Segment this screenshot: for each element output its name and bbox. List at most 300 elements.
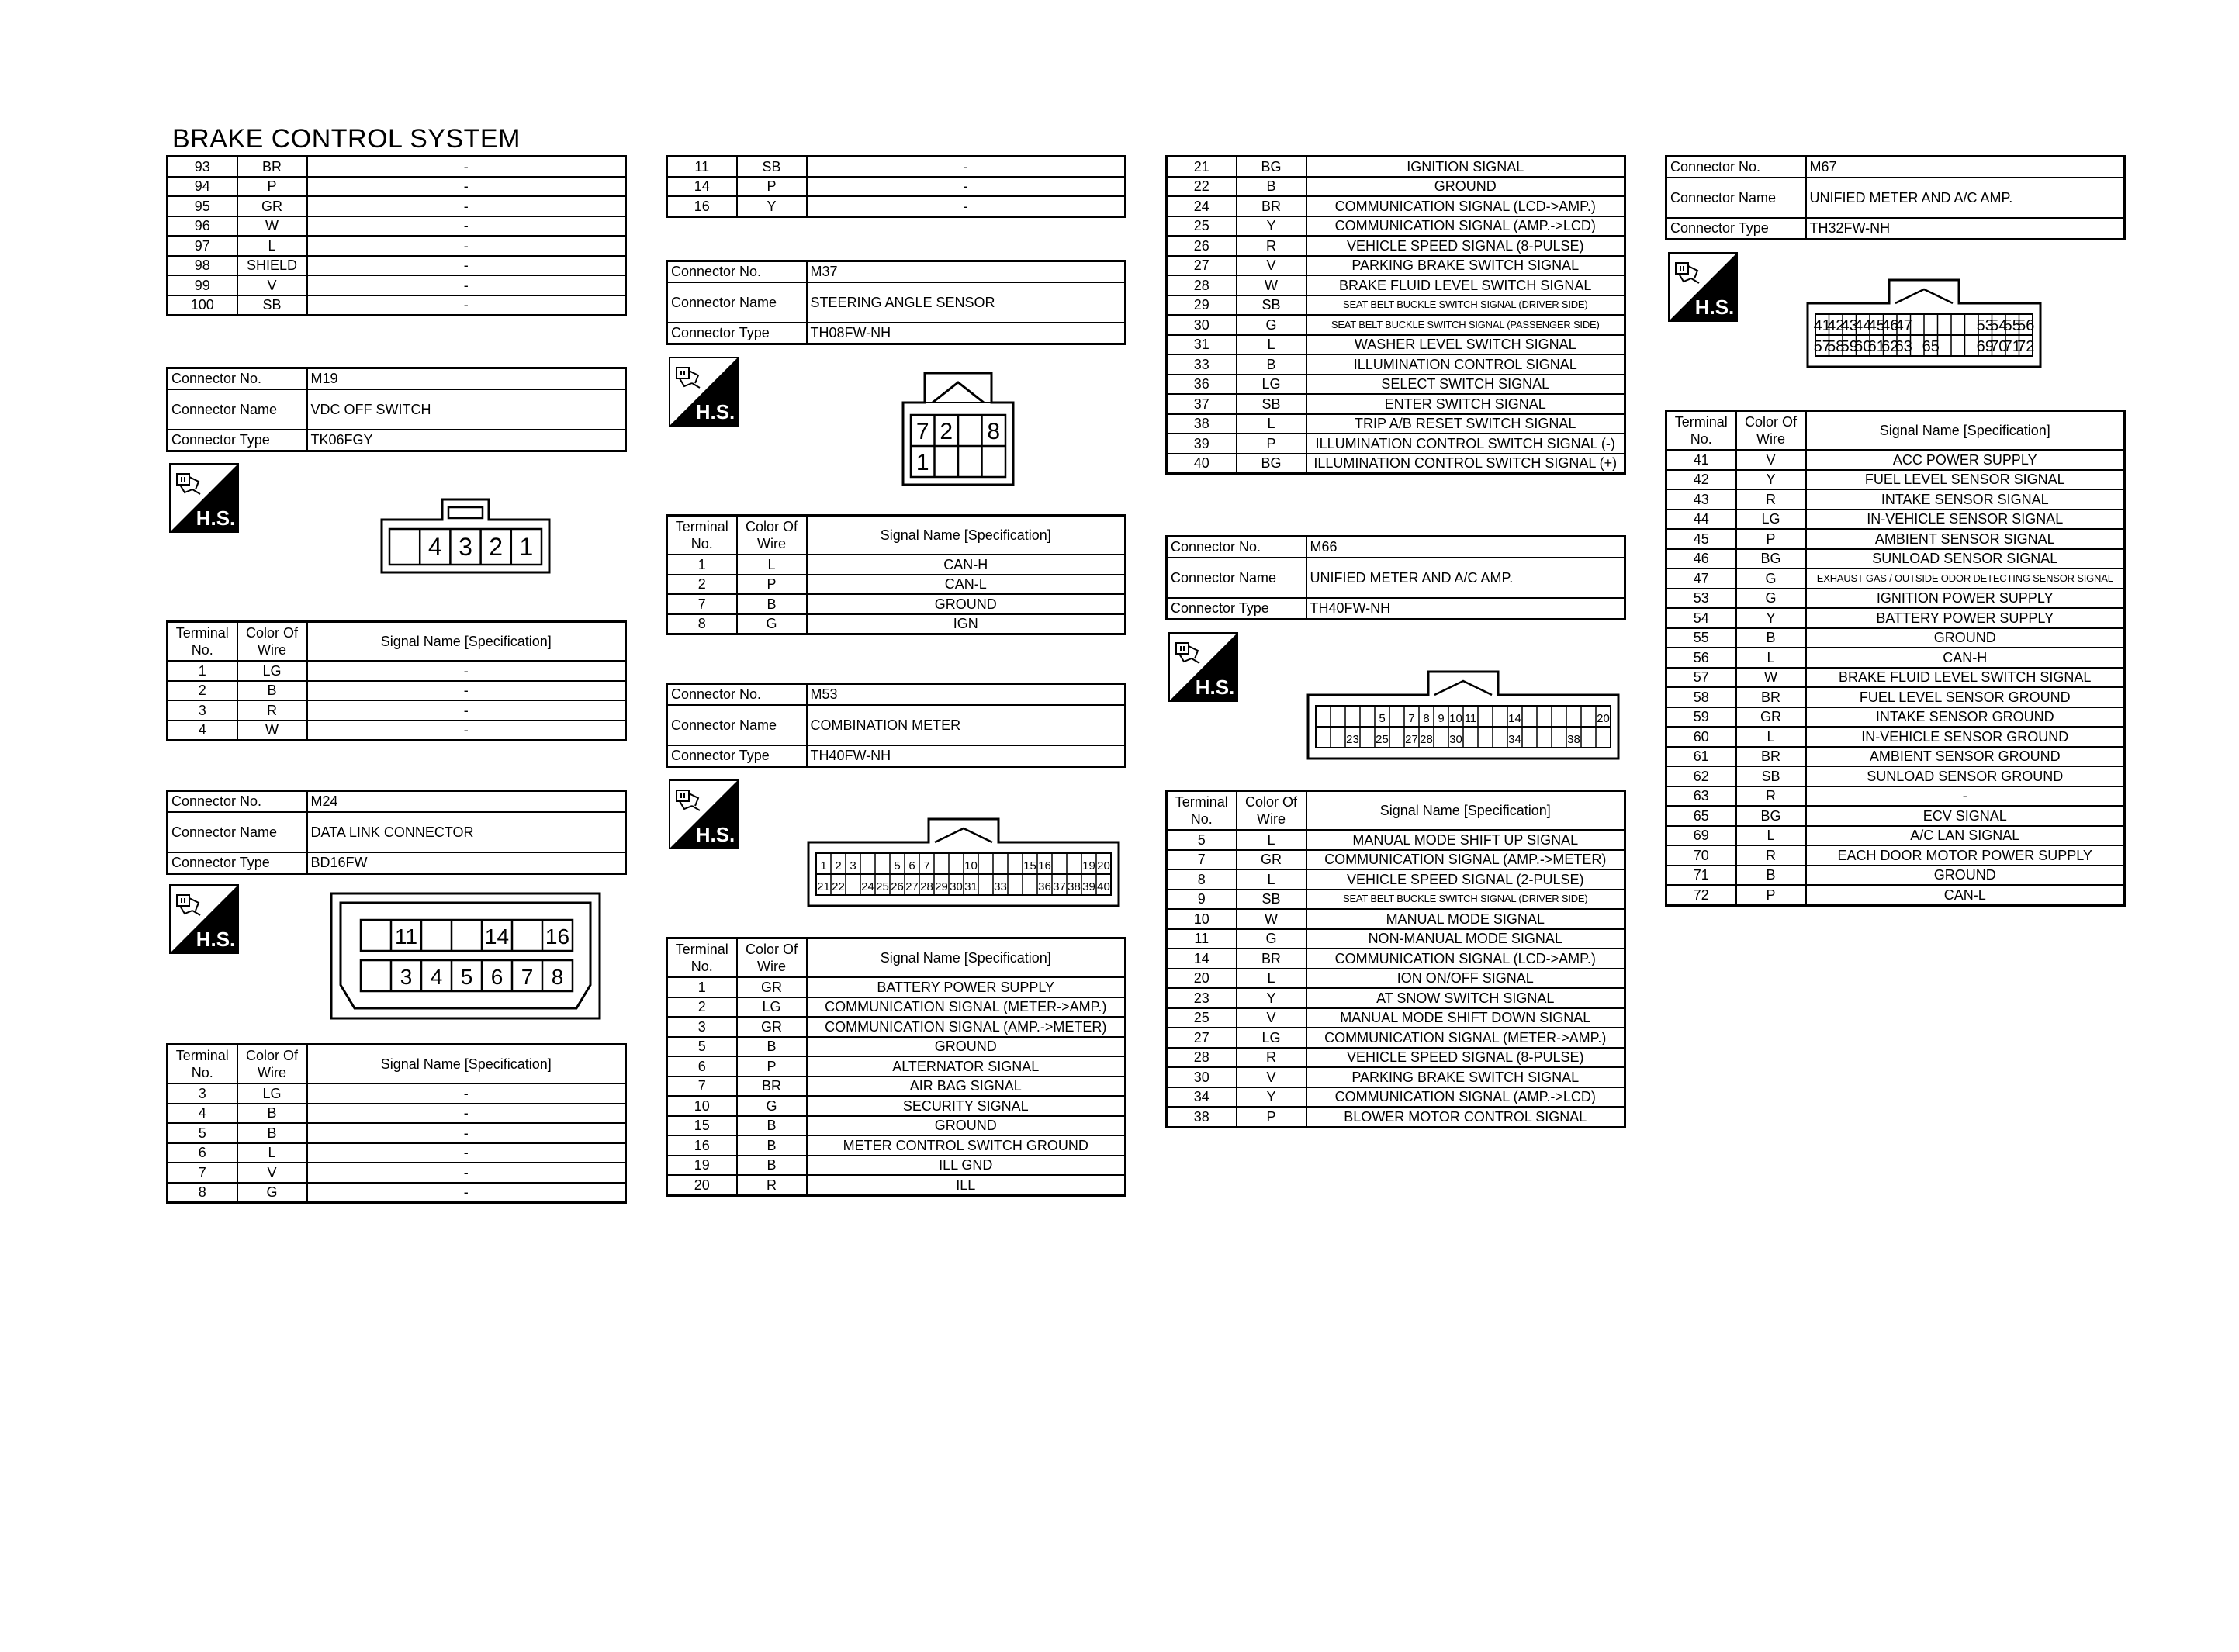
wire-color: P bbox=[737, 575, 807, 595]
terminal-row bbox=[1666, 866, 2125, 886]
pin-label: 25 bbox=[1376, 733, 1389, 746]
signal-name: GROUND bbox=[807, 1116, 1126, 1136]
terminal-number: 25 bbox=[1167, 216, 1237, 237]
terminal-number: 27 bbox=[1167, 256, 1237, 276]
pin-label: 19 bbox=[1082, 859, 1095, 873]
terminal-row bbox=[1167, 1008, 1625, 1028]
terminal-number: 20 bbox=[1167, 969, 1237, 989]
terminal-row bbox=[667, 177, 1126, 197]
signal-name-header: Signal Name [Specification] bbox=[307, 1045, 626, 1084]
connector-type-row bbox=[667, 745, 1126, 767]
terminal-row bbox=[1167, 157, 1625, 177]
terminal-number: 7 bbox=[667, 594, 737, 614]
wire-color: V bbox=[1237, 256, 1306, 276]
terminal-row bbox=[1167, 1067, 1625, 1087]
terminal-number: 61 bbox=[1666, 747, 1736, 767]
connector-name-value: DATA LINK CONNECTOR bbox=[307, 812, 626, 852]
signal-name: - bbox=[807, 177, 1126, 197]
signal-name: CAN-H bbox=[1806, 648, 2125, 668]
signal-name: COMMUNICATION SIGNAL (AMP.->METER) bbox=[807, 1017, 1126, 1037]
pin-label: 16 bbox=[1038, 859, 1051, 873]
terminal-number: 53 bbox=[1666, 589, 1736, 609]
signal-name: SELECT SWITCH SIGNAL bbox=[1306, 375, 1625, 395]
terminal-row bbox=[1167, 196, 1625, 216]
signal-name: SEAT BELT BUCKLE SWITCH SIGNAL (DRIVER SIDE) bbox=[1306, 890, 1625, 910]
connector-info-m66 bbox=[1165, 535, 1626, 620]
wire-color: Y bbox=[1736, 608, 1806, 628]
hs-label: H.S. bbox=[695, 400, 735, 423]
signal-name: - bbox=[307, 661, 626, 681]
connector-name-row bbox=[1666, 178, 2125, 218]
pin-label: 61 bbox=[1867, 338, 1885, 355]
terminal-row bbox=[1666, 687, 2125, 707]
wire-color: B bbox=[1237, 177, 1306, 197]
signal-name: GROUND bbox=[1306, 177, 1625, 197]
wire-color: L bbox=[1237, 335, 1306, 355]
wire-color: P bbox=[1736, 885, 1806, 905]
hs-label: H.S. bbox=[695, 823, 735, 846]
signal-name: ACC POWER SUPPLY bbox=[1806, 450, 2125, 470]
terminal-row bbox=[1167, 969, 1625, 989]
wire-color: L bbox=[1736, 727, 1806, 747]
connector-no-label: Connector No. bbox=[667, 684, 807, 706]
terminal-number: 8 bbox=[168, 1183, 237, 1203]
terminal-table-m67 bbox=[1665, 410, 2126, 907]
terminal-no-header: Terminal No. bbox=[168, 622, 237, 662]
signal-name: BATTERY POWER SUPPLY bbox=[807, 977, 1126, 997]
connector-no-value: M19 bbox=[307, 368, 626, 390]
terminal-number: 3 bbox=[667, 1017, 737, 1037]
pin-label: 5 bbox=[460, 965, 473, 989]
connector-type-row bbox=[168, 430, 626, 451]
hs-label: H.S. bbox=[196, 928, 236, 951]
page-title: BRAKE CONTROL SYSTEM bbox=[172, 124, 521, 154]
pin-label: 5 bbox=[894, 859, 901, 873]
signal-name: COMMUNICATION SIGNAL (METER->AMP.) bbox=[1306, 1028, 1625, 1048]
signal-name: A/C LAN SIGNAL bbox=[1806, 826, 2125, 846]
connector-no-label: Connector No. bbox=[168, 791, 307, 813]
terminal-number: 40 bbox=[1167, 454, 1237, 474]
terminal-row bbox=[168, 1104, 626, 1124]
pin-label: 7 bbox=[923, 859, 930, 873]
pin-label: 29 bbox=[935, 880, 948, 893]
signal-name: - bbox=[307, 275, 626, 295]
signal-name: MANUAL MODE SHIFT UP SIGNAL bbox=[1306, 830, 1625, 850]
terminal-table-m37 bbox=[666, 514, 1126, 635]
pin-label: 11 bbox=[394, 924, 418, 949]
terminal-number: 70 bbox=[1666, 845, 1736, 866]
connector-type-value: TH32FW-NH bbox=[1806, 218, 2125, 240]
signal-name: - bbox=[307, 1104, 626, 1124]
terminal-row bbox=[1666, 747, 2125, 767]
connector-type-value: TK06FGY bbox=[307, 430, 626, 451]
signal-name: ENTER SWITCH SIGNAL bbox=[1306, 394, 1625, 414]
terminal-table-header bbox=[168, 622, 626, 662]
wire-color: BR bbox=[1237, 196, 1306, 216]
wire-color: L bbox=[1237, 969, 1306, 989]
terminal-row bbox=[1167, 890, 1625, 910]
terminal-row bbox=[1167, 375, 1625, 395]
signal-name: NON-MANUAL MODE SIGNAL bbox=[1306, 929, 1625, 949]
terminal-table-header bbox=[667, 516, 1126, 555]
wire-color: Y bbox=[1237, 988, 1306, 1008]
connector-type-row bbox=[168, 852, 626, 874]
terminal-number: 30 bbox=[1167, 315, 1237, 335]
terminal-table-m66 bbox=[1165, 790, 1626, 1128]
pin-label: 4 bbox=[427, 533, 442, 561]
wire-color: W bbox=[237, 216, 307, 237]
signal-name: SECURITY SIGNAL bbox=[807, 1096, 1126, 1116]
signal-name: COMMUNICATION SIGNAL (AMP.->METER) bbox=[1306, 850, 1625, 870]
signal-name: MANUAL MODE SHIFT DOWN SIGNAL bbox=[1306, 1008, 1625, 1028]
connector-info-m24 bbox=[166, 790, 627, 875]
signal-name: ILL GND bbox=[807, 1156, 1126, 1176]
terminal-number: 22 bbox=[1167, 177, 1237, 197]
terminal-table-header bbox=[1167, 791, 1625, 831]
terminal-row bbox=[1666, 806, 2125, 826]
signal-name: MANUAL MODE SIGNAL bbox=[1306, 909, 1625, 929]
terminal-number: 5 bbox=[168, 1123, 237, 1143]
terminal-number: 93 bbox=[168, 157, 237, 177]
connector-face-m67 bbox=[1806, 275, 2042, 392]
pin-label: 34 bbox=[1508, 733, 1521, 746]
wire-color: L bbox=[237, 1143, 307, 1163]
wire-color: R bbox=[1237, 236, 1306, 256]
terminal-row bbox=[1666, 707, 2125, 728]
terminal-row bbox=[168, 196, 626, 216]
terminal-row bbox=[1167, 1028, 1625, 1048]
pin-label: 70 bbox=[1990, 338, 2008, 355]
connector-info-m67 bbox=[1665, 155, 2126, 240]
wire-color: BR bbox=[1736, 687, 1806, 707]
connector-info-m37 bbox=[666, 260, 1126, 345]
signal-name: COMMUNICATION SIGNAL (AMP.->LCD) bbox=[1306, 216, 1625, 237]
connector-type-label: Connector Type bbox=[667, 323, 807, 344]
signal-name: BRAKE FLUID LEVEL SWITCH SIGNAL bbox=[1306, 275, 1625, 295]
terminal-no-header: Terminal No. bbox=[667, 938, 737, 978]
terminal-number: 7 bbox=[667, 1077, 737, 1097]
color-of-wire-header: Color Of Wire bbox=[237, 622, 307, 662]
signal-name: SUNLOAD SENSOR SIGNAL bbox=[1806, 549, 2125, 569]
signal-name: - bbox=[307, 157, 626, 177]
pin-label: 31 bbox=[964, 880, 978, 893]
signal-name: AMBIENT SENSOR GROUND bbox=[1806, 747, 2125, 767]
terminal-number: 34 bbox=[1167, 1087, 1237, 1108]
signal-name: - bbox=[307, 681, 626, 701]
harness-side-icon bbox=[169, 884, 239, 954]
pin-label: 1 bbox=[820, 859, 827, 873]
terminal-number: 7 bbox=[168, 1163, 237, 1183]
wire-color: BG bbox=[1237, 157, 1306, 177]
connector-no-row bbox=[168, 791, 626, 813]
terminal-number: 29 bbox=[1167, 295, 1237, 316]
wire-color: L bbox=[737, 555, 807, 575]
signal-name: BATTERY POWER SUPPLY bbox=[1806, 608, 2125, 628]
wire-color: BG bbox=[1237, 454, 1306, 474]
pin-label: 5 bbox=[1379, 712, 1386, 725]
signal-name: - bbox=[807, 157, 1126, 177]
connector-face-m19 bbox=[380, 496, 551, 574]
wire-color: G bbox=[237, 1183, 307, 1203]
signal-name: COMMUNICATION SIGNAL (METER->AMP.) bbox=[807, 997, 1126, 1018]
wire-color: L bbox=[1237, 414, 1306, 434]
signal-name: ILL bbox=[807, 1175, 1126, 1195]
wire-color: SB bbox=[1736, 766, 1806, 786]
terminal-number: 20 bbox=[667, 1175, 737, 1195]
wire-color: BG bbox=[1736, 806, 1806, 826]
terminal-row bbox=[667, 1056, 1126, 1077]
wire-color: GR bbox=[237, 196, 307, 216]
pin-label: 36 bbox=[1038, 880, 1051, 893]
terminal-row bbox=[1167, 1087, 1625, 1108]
pin-label: 14 bbox=[484, 924, 510, 949]
connector-type-label: Connector Type bbox=[168, 852, 307, 874]
connector-no-row bbox=[1167, 537, 1625, 558]
terminal-number: 57 bbox=[1666, 668, 1736, 688]
terminal-number: 10 bbox=[667, 1096, 737, 1116]
wire-color: P bbox=[1736, 529, 1806, 549]
signal-name: - bbox=[307, 295, 626, 316]
signal-name: ILLUMINATION CONTROL SWITCH SIGNAL (-) bbox=[1306, 434, 1625, 454]
terminal-number: 33 bbox=[1167, 354, 1237, 375]
terminal-number: 28 bbox=[1167, 1048, 1237, 1068]
signal-name: ILLUMINATION CONTROL SWITCH SIGNAL (+) bbox=[1306, 454, 1625, 474]
wire-color: R bbox=[1736, 786, 1806, 807]
wire-color: V bbox=[1237, 1008, 1306, 1028]
terminal-row bbox=[168, 275, 626, 295]
terminal-row bbox=[1167, 275, 1625, 295]
terminal-number: 99 bbox=[168, 275, 237, 295]
harness-side-icon bbox=[169, 463, 239, 533]
wire-color: L bbox=[1736, 648, 1806, 668]
terminal-row bbox=[667, 1116, 1126, 1136]
signal-name: - bbox=[307, 721, 626, 741]
terminal-row bbox=[168, 1123, 626, 1143]
signal-name: IN-VEHICLE SENSOR SIGNAL bbox=[1806, 510, 2125, 530]
terminal-row bbox=[1167, 909, 1625, 929]
terminal-number: 31 bbox=[1167, 335, 1237, 355]
terminal-number: 7 bbox=[1167, 850, 1237, 870]
terminal-row bbox=[168, 216, 626, 237]
wire-color: B bbox=[737, 594, 807, 614]
wire-color: LG bbox=[1237, 1028, 1306, 1048]
terminal-number: 25 bbox=[1167, 1008, 1237, 1028]
terminal-no-header: Terminal No. bbox=[168, 1045, 237, 1084]
connector-type-label: Connector Type bbox=[1666, 218, 1806, 240]
color-of-wire-header: Color Of Wire bbox=[737, 938, 807, 978]
signal-name: GROUND bbox=[1806, 866, 2125, 886]
connector-no-label: Connector No. bbox=[1167, 537, 1306, 558]
terminal-table-top-col3 bbox=[1165, 155, 1626, 475]
wire-color: LG bbox=[1237, 375, 1306, 395]
connector-name-label: Connector Name bbox=[1666, 178, 1806, 218]
wire-color: L bbox=[1237, 869, 1306, 890]
terminal-number: 21 bbox=[1167, 157, 1237, 177]
pin-label: 62 bbox=[1881, 338, 1899, 355]
signal-name: FUEL LEVEL SENSOR GROUND bbox=[1806, 687, 2125, 707]
pin-label: 25 bbox=[876, 880, 889, 893]
wire-color: L bbox=[237, 236, 307, 256]
terminal-number: 8 bbox=[1167, 869, 1237, 890]
pin-label: 39 bbox=[1082, 880, 1095, 893]
wire-color: BR bbox=[737, 1077, 807, 1097]
signal-name: ALTERNATOR SIGNAL bbox=[807, 1056, 1126, 1077]
connector-type-label: Connector Type bbox=[168, 430, 307, 451]
pin-label: 59 bbox=[1840, 338, 1858, 355]
signal-name-header: Signal Name [Specification] bbox=[1806, 411, 2125, 451]
pin-label: 40 bbox=[1097, 880, 1110, 893]
terminal-number: 38 bbox=[1167, 414, 1237, 434]
pin-label: 20 bbox=[1597, 712, 1610, 725]
terminal-number: 3 bbox=[168, 700, 237, 721]
pin-label: 21 bbox=[817, 880, 830, 893]
terminal-number: 16 bbox=[667, 196, 737, 216]
signal-name: BLOWER MOTOR CONTROL SIGNAL bbox=[1306, 1107, 1625, 1127]
signal-name: PARKING BRAKE SWITCH SIGNAL bbox=[1306, 1067, 1625, 1087]
pin-label: 28 bbox=[920, 880, 933, 893]
terminal-number: 11 bbox=[1167, 929, 1237, 949]
signal-name: CAN-L bbox=[807, 575, 1126, 595]
terminal-number: 65 bbox=[1666, 806, 1736, 826]
connector-type-row bbox=[667, 323, 1126, 344]
terminal-row bbox=[1666, 450, 2125, 470]
signal-name: - bbox=[307, 700, 626, 721]
pin-label: 8 bbox=[551, 965, 564, 989]
terminal-row bbox=[1167, 929, 1625, 949]
terminal-number: 6 bbox=[667, 1056, 737, 1077]
terminal-row bbox=[667, 1037, 1126, 1057]
terminal-number: 44 bbox=[1666, 510, 1736, 530]
pin-label: 26 bbox=[891, 880, 904, 893]
terminal-number: 72 bbox=[1666, 885, 1736, 905]
terminal-row bbox=[1167, 335, 1625, 355]
wire-color: G bbox=[737, 614, 807, 634]
terminal-table-top-col2 bbox=[666, 155, 1126, 218]
terminal-row bbox=[667, 1135, 1126, 1156]
wire-color: P bbox=[737, 1056, 807, 1077]
terminal-number: 28 bbox=[1167, 275, 1237, 295]
signal-name: CAN-L bbox=[1806, 885, 2125, 905]
signal-name: ILLUMINATION CONTROL SIGNAL bbox=[1306, 354, 1625, 375]
harness-side-icon bbox=[669, 779, 739, 849]
pin-label: 4 bbox=[430, 965, 443, 989]
terminal-number: 96 bbox=[168, 216, 237, 237]
connector-no-label: Connector No. bbox=[667, 261, 807, 283]
terminal-row bbox=[1167, 454, 1625, 474]
connector-type-label: Connector Type bbox=[1167, 598, 1306, 620]
signal-name: VEHICLE SPEED SIGNAL (2-PULSE) bbox=[1306, 869, 1625, 890]
connector-name-value: UNIFIED METER AND A/C AMP. bbox=[1806, 178, 2125, 218]
color-of-wire-header: Color Of Wire bbox=[237, 1045, 307, 1084]
wire-color: BG bbox=[1736, 549, 1806, 569]
wire-color: B bbox=[1736, 628, 1806, 648]
pin-label: 63 bbox=[1895, 338, 1912, 355]
terminal-number: 24 bbox=[1167, 196, 1237, 216]
pin-label: 24 bbox=[861, 880, 874, 893]
wire-color: G bbox=[1237, 315, 1306, 335]
signal-name: - bbox=[307, 1143, 626, 1163]
terminal-row bbox=[168, 256, 626, 276]
wire-color: R bbox=[1237, 1048, 1306, 1068]
pin-label: 15 bbox=[1023, 859, 1036, 873]
connector-no-row bbox=[667, 684, 1126, 706]
terminal-table-m19 bbox=[166, 620, 627, 741]
wire-color: L bbox=[1237, 830, 1306, 850]
terminal-number: 43 bbox=[1666, 489, 1736, 510]
connector-name-row bbox=[168, 812, 626, 852]
terminal-number: 14 bbox=[1167, 949, 1237, 969]
terminal-number: 95 bbox=[168, 196, 237, 216]
wire-color: B bbox=[737, 1156, 807, 1176]
signal-name: SEAT BELT BUCKLE SWITCH SIGNAL (DRIVER SIDE) bbox=[1306, 295, 1625, 316]
pin-label: 2 bbox=[940, 419, 953, 444]
terminal-row bbox=[1666, 845, 2125, 866]
signal-name: SEAT BELT BUCKLE SWITCH SIGNAL (PASSENGER SIDE) bbox=[1306, 315, 1625, 335]
pin-label: 53 bbox=[1976, 317, 1994, 334]
wire-color: W bbox=[1237, 909, 1306, 929]
pin-label: 45 bbox=[1867, 317, 1885, 334]
terminal-row bbox=[168, 157, 626, 177]
pin-label: 27 bbox=[1405, 733, 1418, 746]
connector-no-value: M24 bbox=[307, 791, 626, 813]
pin-label: 58 bbox=[1827, 338, 1845, 355]
wire-color: B bbox=[737, 1135, 807, 1156]
terminal-row bbox=[1167, 949, 1625, 969]
connector-type-row bbox=[1666, 218, 2125, 240]
terminal-table-m24 bbox=[166, 1043, 627, 1204]
terminal-number: 39 bbox=[1167, 434, 1237, 454]
signal-name: BRAKE FLUID LEVEL SWITCH SIGNAL bbox=[1806, 668, 2125, 688]
wire-color: B bbox=[237, 681, 307, 701]
terminal-no-header: Terminal No. bbox=[1666, 411, 1736, 451]
wire-color: SB bbox=[1237, 295, 1306, 316]
pin-label: 8 bbox=[987, 419, 1001, 444]
terminal-row bbox=[168, 1183, 626, 1203]
terminal-row bbox=[1167, 354, 1625, 375]
terminal-row bbox=[168, 1083, 626, 1104]
signal-name: INTAKE SENSOR GROUND bbox=[1806, 707, 2125, 728]
pin-label: 71 bbox=[2003, 338, 2021, 355]
pin-label: 22 bbox=[832, 880, 845, 893]
wire-color: G bbox=[1736, 589, 1806, 609]
pin-label: 38 bbox=[1068, 880, 1081, 893]
terminal-row bbox=[168, 177, 626, 197]
connector-no-row bbox=[168, 368, 626, 390]
signal-name: EXHAUST GAS / OUTSIDE ODOR DETECTING SENSOR SIGNAL bbox=[1806, 569, 2125, 589]
terminal-row bbox=[667, 196, 1126, 216]
connector-no-value: M37 bbox=[807, 261, 1126, 283]
terminal-row bbox=[667, 977, 1126, 997]
wire-color: LG bbox=[737, 997, 807, 1018]
signal-name: METER CONTROL SWITCH GROUND bbox=[807, 1135, 1126, 1156]
wire-color: Y bbox=[1237, 216, 1306, 237]
terminal-row bbox=[1167, 850, 1625, 870]
signal-name: COMMUNICATION SIGNAL (LCD->AMP.) bbox=[1306, 949, 1625, 969]
pin-label: 30 bbox=[950, 880, 963, 893]
terminal-row bbox=[1167, 1107, 1625, 1127]
terminal-table-header bbox=[1666, 411, 2125, 451]
signal-name: IN-VEHICLE SENSOR GROUND bbox=[1806, 727, 2125, 747]
connector-name-row bbox=[667, 282, 1126, 323]
connector-name-value: COMBINATION METER bbox=[807, 705, 1126, 745]
wire-color: L bbox=[1736, 826, 1806, 846]
wire-color: BR bbox=[1736, 747, 1806, 767]
terminal-number: 23 bbox=[1167, 988, 1237, 1008]
terminal-row bbox=[1666, 549, 2125, 569]
pin-label: 6 bbox=[490, 965, 504, 989]
terminal-number: 41 bbox=[1666, 450, 1736, 470]
terminal-row bbox=[667, 594, 1126, 614]
